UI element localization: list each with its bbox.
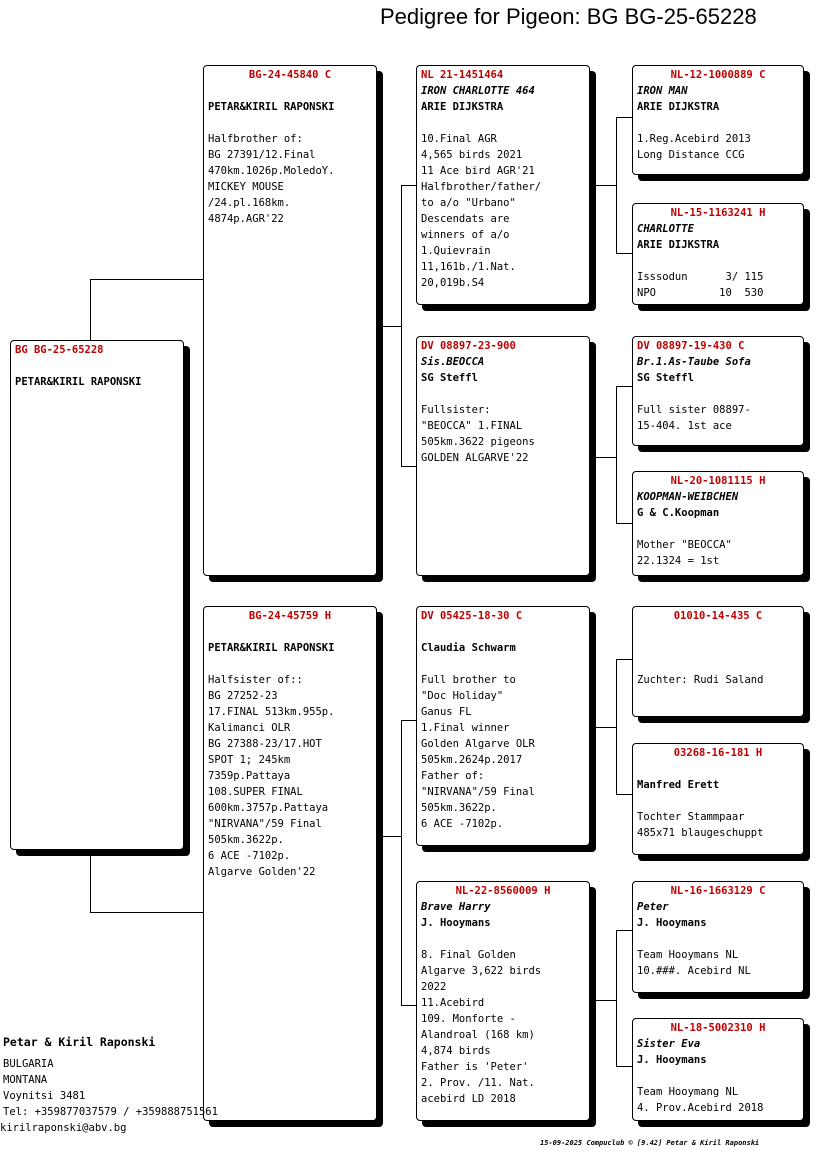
info-line: 505km.2624p.2017	[421, 754, 523, 766]
breeder-info	[0, 1034, 218, 1136]
info-line: Zuchter: Rudi Saland	[637, 674, 764, 686]
pigeon-name	[637, 761, 799, 777]
info-line	[637, 521, 799, 537]
info-line: 1.Final winner	[421, 722, 510, 734]
dam-card[interactable]	[203, 606, 377, 1121]
great-grandparent-card[interactable]	[632, 203, 804, 305]
connector-line	[616, 1066, 632, 1067]
owner-name: ARIE DIJKSTRA	[421, 101, 504, 113]
connector-line	[616, 117, 617, 254]
owner-name: PETAR&KIRIL RAPONSKI	[208, 101, 335, 113]
info-line: 4874p.AGR'22	[208, 213, 284, 225]
info-line: to a/o "Urbano"	[421, 197, 516, 209]
info-line: Father is 'Peter'	[421, 1061, 529, 1073]
info-line: Algarve 3,622 birds	[421, 965, 542, 977]
info-line: "NIRVANA"/59 Final	[421, 786, 535, 798]
info-line	[208, 115, 372, 131]
ring-number: NL-15-1163241 H	[670, 207, 766, 219]
owner-name: SG Steffl	[421, 372, 478, 384]
info-line: Ganus FL	[421, 706, 472, 718]
owner-name: ARIE DIJKSTRA	[637, 101, 720, 113]
page-title: Pedigree for Pigeon: BG BG-25-65228	[380, 4, 757, 29]
ring-number: DV 08897-19-430 C	[637, 340, 745, 352]
pigeon-name: Brave Harry	[421, 901, 491, 913]
connector-line	[90, 848, 91, 912]
info-line: Descendats are	[421, 213, 510, 225]
breeder-phone: Tel: +359877037579 / +359888751561	[3, 1106, 218, 1118]
connector-line	[616, 386, 617, 524]
info-line: 17.FINAL 513km.955p.	[208, 706, 335, 718]
ring-number: 03268-16-181 H	[673, 747, 763, 759]
info-line: "Doc Holiday"	[421, 690, 504, 702]
info-line: 1.Quievrain	[421, 245, 491, 257]
great-grandparent-card[interactable]	[632, 1018, 804, 1121]
ring-number: NL-12-1000889 C	[670, 69, 766, 81]
info-line: 600km.3757p.Pattaya	[208, 802, 329, 814]
info-line: MICKEY MOUSE	[208, 181, 284, 193]
connector-line	[376, 326, 401, 327]
info-line	[421, 656, 585, 672]
pigeon-name: Br.1.As-Taube Sofa	[637, 356, 751, 368]
pigeon-name: KOOPMAN-WEIBCHEN	[637, 491, 739, 503]
info-line: 15-404. 1st ace	[637, 420, 732, 432]
ring-number: BG BG-25-65228	[15, 344, 104, 356]
connector-line	[616, 117, 632, 118]
breeder-name: Petar & Kiril Raponski	[3, 1035, 156, 1049]
info-line: GOLDEN ALGARVE'22	[421, 452, 529, 464]
connector-line	[616, 930, 632, 931]
info-line: 485x71 blaugeschuppt	[637, 827, 764, 839]
owner-name: SG Steffl	[637, 372, 694, 384]
info-line	[637, 931, 799, 947]
info-line: Team Hooymang NL	[637, 1086, 739, 1098]
connector-line	[616, 659, 617, 795]
great-grandparent-card[interactable]	[632, 606, 804, 717]
connector-line	[616, 253, 632, 254]
connector-line	[590, 1000, 616, 1001]
info-line: BG 27391/12.Final	[208, 149, 316, 161]
info-line	[421, 386, 585, 402]
pigeon-name: Peter	[637, 901, 669, 913]
info-line	[637, 386, 799, 402]
grandparent-card[interactable]	[416, 336, 590, 576]
subject-card[interactable]	[10, 340, 184, 850]
connector-line	[90, 279, 91, 342]
footer-text: 15-09-2025 Compuclub © [9.42] Petar & Kiril Raponski	[540, 1139, 760, 1147]
info-line: 11 Ace bird AGR'21	[421, 165, 535, 177]
info-line: /24.pl.168km.	[208, 197, 291, 209]
connector-line	[376, 836, 401, 837]
info-line: SPOT 1; 245km	[208, 754, 291, 766]
info-line: 10.###. Acebird NL	[637, 965, 751, 977]
info-line: 11,161b./1.Nat.	[421, 261, 516, 273]
info-line: Halfbrother/father/	[421, 181, 542, 193]
info-line	[421, 115, 585, 131]
info-line: Tochter Stammpaar	[637, 811, 745, 823]
info-line: 7359p.Pattaya	[208, 770, 291, 782]
info-line: Golden Algarve OLR	[421, 738, 535, 750]
connector-line	[401, 185, 402, 467]
ring-number: 01010-14-435 C	[673, 610, 763, 622]
breeder-line: BULGARIA	[3, 1058, 54, 1070]
ring-number: NL 21-1451464	[421, 69, 504, 81]
info-line	[637, 253, 799, 269]
sire-card[interactable]	[203, 65, 377, 576]
info-line: BG 27252-23	[208, 690, 278, 702]
owner-name	[637, 640, 799, 656]
pigeon-name: Sister Eva	[637, 1038, 701, 1050]
info-line: 505km.3622 pigeons	[421, 436, 535, 448]
connector-line	[401, 720, 402, 1006]
info-line: 1.Reg.Acebird 2013	[637, 133, 751, 145]
ring-number: BG-24-45759 H	[248, 610, 332, 622]
pigeon-name: IRON CHARLOTTE 464	[421, 85, 535, 97]
owner-name: J. Hooymans	[421, 917, 491, 929]
pigeon-name: CHARLOTTE	[637, 223, 694, 235]
ring-number: NL-22-8560009 H	[455, 885, 551, 897]
connector-line	[616, 794, 632, 795]
info-line	[637, 656, 799, 672]
info-line: 505km.3622p.	[421, 802, 497, 814]
connector-line	[90, 279, 205, 280]
owner-name: G & C.Koopman	[637, 507, 720, 519]
pigeon-name	[637, 624, 799, 640]
info-line: 505km.3622p.	[208, 834, 284, 846]
ring-number: DV 08897-23-900	[421, 340, 516, 352]
info-line	[637, 1068, 799, 1084]
owner-name: PETAR&KIRIL RAPONSKI	[208, 642, 335, 654]
info-line: Mother "BEOCCA"	[637, 539, 732, 551]
info-line	[637, 793, 799, 809]
info-line: 6 ACE -7102p.	[421, 818, 504, 830]
grandparent-card[interactable]	[416, 606, 590, 846]
info-line: 4,874 birds	[421, 1045, 491, 1057]
great-grandparent-card[interactable]	[632, 471, 804, 576]
owner-name: J. Hooymans	[637, 917, 707, 929]
info-line: NPO 10 530	[637, 287, 764, 299]
info-line: Full brother to	[421, 674, 516, 686]
connector-line	[590, 457, 616, 458]
owner-name: PETAR&KIRIL RAPONSKI	[15, 376, 142, 388]
info-line: "NIRVANA"/59 Final	[208, 818, 322, 830]
info-line: "BEOCCA" 1.FINAL	[421, 420, 523, 432]
info-line: 10.Final AGR	[421, 133, 497, 145]
great-grandparent-card[interactable]	[632, 65, 804, 175]
info-line: 470km.1026p.MoledoY.	[208, 165, 335, 177]
info-line: Father of:	[421, 770, 485, 782]
breeder-email: kirilraponski@abv.bg	[0, 1122, 127, 1134]
info-line	[421, 931, 585, 947]
breeder-line: Voynitsi 3481	[3, 1090, 86, 1102]
info-line: 109. Monforte -	[421, 1013, 516, 1025]
ring-number: BG-24-45840 C	[248, 69, 332, 81]
info-line: Full sister 08897-	[637, 404, 751, 416]
info-line: Halfbrother of:	[208, 133, 303, 145]
grandparent-card[interactable]	[416, 65, 590, 305]
grandparent-card[interactable]	[416, 881, 590, 1121]
pigeon-name: Sis.BEOCCA	[421, 356, 485, 368]
connector-line	[590, 727, 616, 728]
connector-line	[616, 930, 617, 1067]
info-line: BG 27388-23/17.HOT	[208, 738, 322, 750]
info-line: Isssodun 3/ 115	[637, 271, 764, 283]
owner-name: J. Hooymans	[637, 1054, 707, 1066]
info-line: 4. Prov.Acebird 2018	[637, 1102, 764, 1114]
owner-name: Manfred Erett	[637, 779, 720, 791]
info-line	[637, 115, 799, 131]
info-line: 4,565 birds 2021	[421, 149, 523, 161]
pigeon-name: IRON MAN	[637, 85, 688, 97]
connector-line	[616, 659, 632, 660]
breeder-line: MONTANA	[3, 1074, 48, 1086]
info-line: Team Hooymans NL	[637, 949, 739, 961]
info-line: acebird LD 2018	[421, 1093, 516, 1105]
info-line: Long Distance CCG	[637, 149, 745, 161]
info-line	[208, 656, 372, 672]
ring-number: NL-20-1081115 H	[670, 475, 766, 487]
great-grandparent-card[interactable]	[632, 336, 804, 446]
info-line: 11.Acebird	[421, 997, 485, 1009]
info-line: 2022	[421, 981, 447, 993]
connector-line	[616, 523, 632, 524]
info-line: 8. Final Golden	[421, 949, 516, 961]
info-line: Fullsister:	[421, 404, 491, 416]
owner-name: ARIE DIJKSTRA	[637, 239, 720, 251]
info-line: Alandroal (168 km)	[421, 1029, 535, 1041]
connector-line	[590, 185, 616, 186]
info-line: 6 ACE -7102p.	[208, 850, 291, 862]
info-line: Algarve Golden'22	[208, 866, 316, 878]
info-line: Halfsister of::	[208, 674, 303, 686]
info-line: 22.1324 = 1st	[637, 555, 720, 567]
great-grandparent-card[interactable]	[632, 743, 804, 855]
info-line: Kalimanci OLR	[208, 722, 291, 734]
ring-number: NL-18-5002310 H	[670, 1022, 766, 1034]
connector-line	[90, 912, 205, 913]
info-line: 20,019b.S4	[421, 277, 485, 289]
connector-line	[616, 386, 632, 387]
ring-number: NL-16-1663129 C	[670, 885, 766, 897]
info-line: winners of a/o	[421, 229, 510, 241]
owner-name: Claudia Schwarm	[421, 642, 516, 654]
great-grandparent-card[interactable]	[632, 881, 804, 993]
info-line: 108.SUPER FINAL	[208, 786, 303, 798]
ring-number: DV 05425-18-30 C	[421, 610, 523, 622]
info-line: 2. Prov. /11. Nat.	[421, 1077, 535, 1089]
pigeon-name	[421, 624, 585, 640]
